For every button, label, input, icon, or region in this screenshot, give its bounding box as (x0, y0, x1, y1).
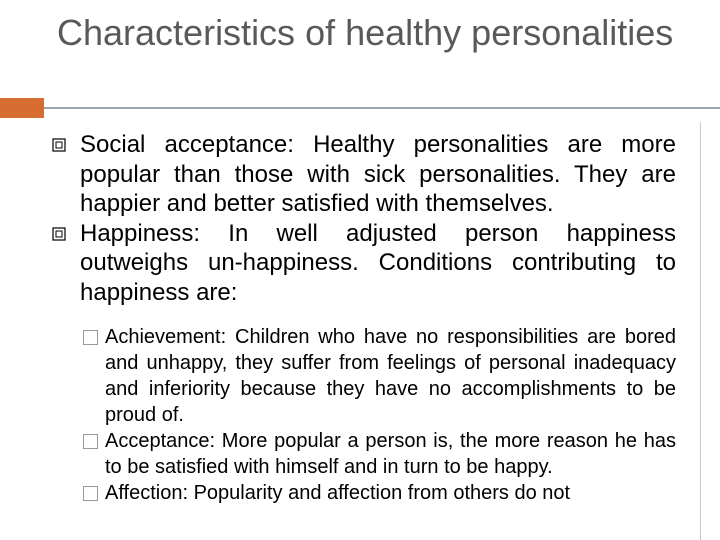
sub-bullet-list (52, 324, 676, 506)
sub-bullet-item (52, 428, 676, 480)
sub-bullet-item (52, 480, 676, 506)
slide-body (52, 130, 676, 506)
bullet-text: Social acceptance: Healthy personalities are more popular than those with sick personalities. They are happier and better satisfied with themselves. (80, 131, 676, 217)
title-divider (44, 107, 720, 109)
sub-bullet-item (52, 324, 676, 428)
checkbox-bullet-icon (83, 486, 98, 501)
sub-bullet-text: Acceptance: More popular a person is, the more reason he has to be satisfied with himself and in turn to be happy. (105, 430, 676, 478)
square-frame-bullet-icon (52, 227, 66, 241)
checkbox-bullet-icon (83, 330, 98, 345)
bullet-item (52, 219, 676, 308)
title-accent-bar (0, 98, 44, 118)
bullet-item (52, 130, 676, 219)
right-border-line (700, 122, 701, 540)
sub-bullet-text: Affection: Popularity and affection from others do not (105, 482, 571, 504)
bullet-text: Happiness: In well adjusted person happiness outweighs un-happiness. Conditions contributing to happiness are: (80, 219, 676, 306)
checkbox-bullet-icon (83, 434, 98, 449)
square-frame-bullet-icon (52, 138, 66, 152)
sub-bullet-text: Achievement: Children who have no responsibilities are bored and unhappy, they suffer from feelings of personal inadequacy and inferiority because they have no accomplishments to be proud of. (105, 326, 676, 426)
slide-title: Characteristics of healthy personalities (57, 12, 674, 53)
